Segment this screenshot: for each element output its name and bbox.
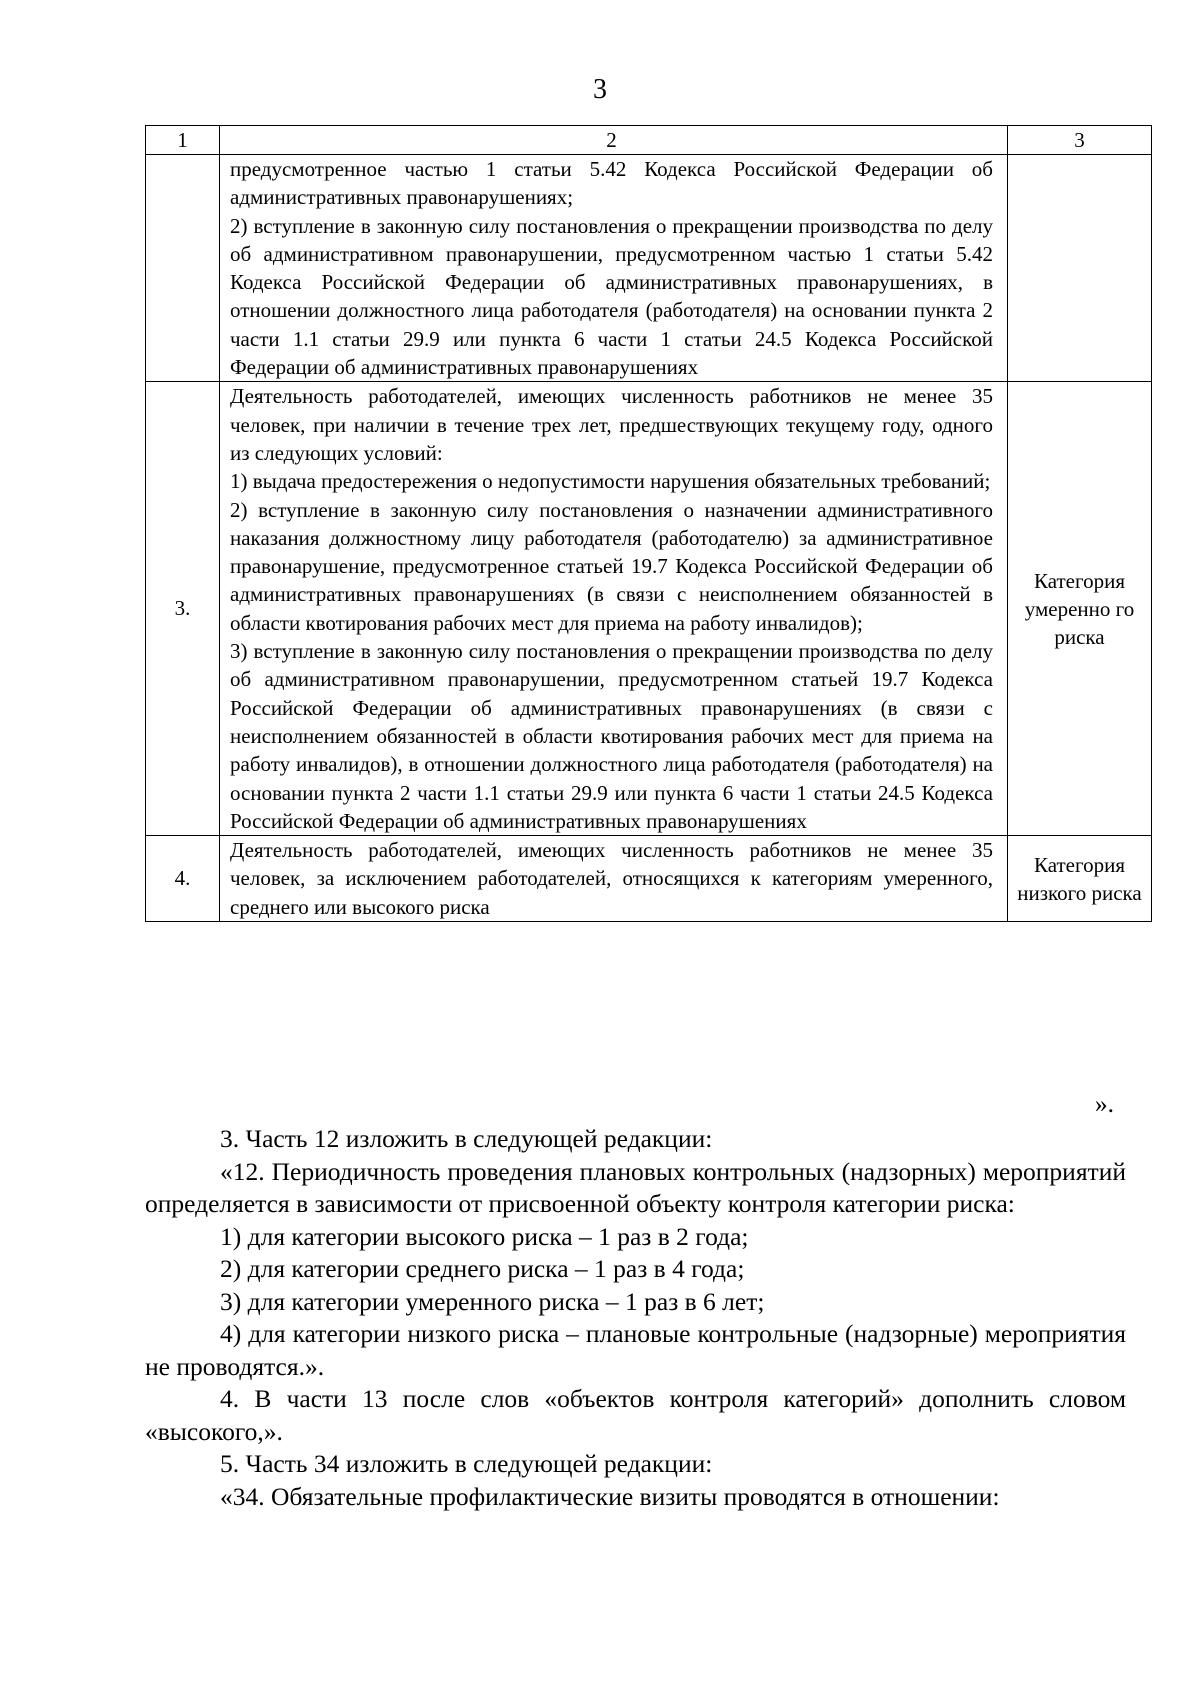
- table-row: [146, 836, 1152, 922]
- row-number-cell: 4.: [146, 836, 220, 922]
- row-description-cell: [220, 382, 1008, 836]
- table-header-row: [146, 126, 1152, 155]
- body-paragraph: «12. Периодичность проведения плановых контрольных (надзорных) мероприятий определяется в зависимости от присвоенной объекту контроля категории риска:: [145, 1156, 1126, 1218]
- row-number-cell: [146, 155, 220, 382]
- row-description-cell: [220, 836, 1008, 922]
- row-category-cell: [1008, 155, 1152, 382]
- body-paragraph: 3) для категории умеренного риска – 1 раз в 6 лет;: [220, 1286, 765, 1316]
- row-description-paragraph: 2) вступление в законную силу постановления о назначении административного наказания должностному лицу работодателя (работодателю) за административное правонарушение, предусмотренное статьей 19.7 Кодекса Российской Федерации об административных правонарушениях (в связи с неисполнением обязанностей в области квотирования рабочих мест для приема на работу инвалидов);: [230, 497, 993, 635]
- table-row: [146, 155, 1152, 382]
- table-header-cell: 1: [146, 126, 220, 155]
- row-description-cell: [220, 155, 1008, 382]
- body-paragraph: 4) для категории низкого риска – плановые контрольные (надзорные) мероприятия не проводятся.».: [145, 1319, 1126, 1381]
- row-description-paragraph: 2) вступление в законную силу постановления о прекращении производства по делу об административном правонарушении, предусмотренном частью 1 статьи 5.42 Кодекса Российской Федерации об административных правонарушениях, в отношении должностного лица работодателя (работодателя) на основании пункта 2 части 1.1 статьи 29.9 или пункта 6 части 1 статьи 24.5 Кодекса Российской Федерации об административных правонарушениях: [230, 213, 993, 380]
- body-paragraph: 5. Часть 34 изложить в следующей редакции:: [220, 1449, 713, 1478]
- body-paragraph: «34. Обязательные профилактические визиты проводятся в отношении:: [220, 1481, 1000, 1511]
- table-row: [146, 382, 1152, 836]
- page-number: 3: [593, 74, 607, 105]
- body-paragraph: 1) для категории высокого риска – 1 раз в 2 года;: [220, 1221, 749, 1251]
- row-description-paragraph: предусмотренное частью 1 статьи 5.42 Кодекса Российской Федерации об административных правонарушениях;: [230, 157, 993, 210]
- row-description-paragraph: 1) выдача предостережения о недопустимости нарушения обязательных требований;: [230, 469, 991, 494]
- row-category-cell: Категория низкого риска: [1008, 836, 1152, 922]
- row-category-cell: Категория умеренно го риска: [1008, 382, 1152, 836]
- risk-category-table: [145, 125, 1152, 922]
- closing-quote: ».: [1094, 1089, 1114, 1118]
- row-number-cell: 3.: [146, 382, 220, 836]
- body-paragraph: 4. В части 13 после слов «объектов контроля категорий» дополнить словом «высокого,».: [145, 1384, 1126, 1446]
- row-description-paragraph: Деятельность работодателей, имеющих численность работников не менее 35 человек, при наличии в течение трех лет, предшествующих текущему году, одного из следующих условий:: [230, 384, 993, 465]
- row-description-paragraph: 3) вступление в законную силу постановления о прекращении производства по делу об административном правонарушении, предусмотренном статьей 19.7 Кодекса Российской Федерации об административных правонарушениях (в связи с неисполнением обязанностей в области квотирования рабочих мест для приема на работу инвалидов), в отношении должностного лица работодателя (работодателя) на основании пункта 2 части 1.1 статьи 29.9 или пункта 6 части 1 статьи 24.5 Кодекса Российской Федерации об административных правонарушениях: [230, 639, 993, 833]
- body-paragraph: 2) для категории среднего риска – 1 раз в 4 года;: [220, 1254, 745, 1283]
- table-header-cell: 2: [220, 126, 1008, 155]
- table-header-cell: 3: [1008, 126, 1152, 155]
- amendment-text: [145, 1123, 1126, 1513]
- body-paragraph: 3. Часть 12 изложить в следующей редакции:: [220, 1124, 713, 1153]
- row-description-paragraph: Деятельность работодателей, имеющих численность работников не менее 35 человек, за исключением работодателей, относящихся к категориям умеренного, среднего или высокого риска: [230, 838, 993, 919]
